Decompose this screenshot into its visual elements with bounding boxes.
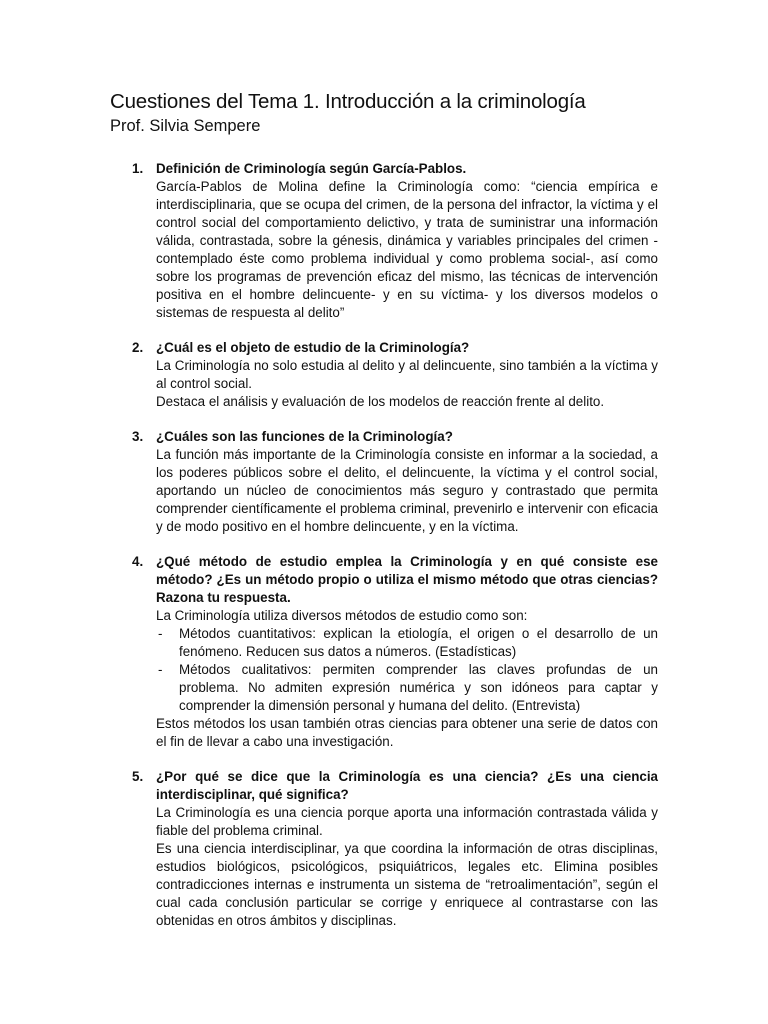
dash-bullet-icon: -	[158, 662, 163, 677]
question-title: ¿Por qué se dice que la Criminología es una ciencia? ¿Es una ciencia interdisciplinar, qué significa?	[156, 769, 658, 802]
question-1	[110, 160, 658, 322]
question-title: Definición de Criminología según García-Pablos.	[156, 161, 467, 176]
question-5	[110, 768, 658, 930]
question-title: ¿Cuál es el objeto de estudio de la Criminología?	[156, 340, 470, 355]
answer-paragraph: La función más importante de la Criminología consiste en informar a la sociedad, a los poderes públicos sobre el delito, el delincuente, la víctima y el control social, aportando un núcleo de conocimientos más seguro y contrastado que permita comprender científicamente el problema criminal, prevenirlo e intervenir con eficacia y de modo positivo en el hombre delincuente, y en la víctima.	[156, 447, 658, 534]
answer-intro: La Criminología utiliza diversos métodos de estudio como son:	[156, 608, 528, 623]
methods-list	[156, 625, 658, 715]
method-text: Métodos cualitativos: permiten comprender las claves profundas de un problema. No admiten expresión numérica y son idóneos para captar y comprender la dimensión personal y humana del delito. (Entrevista)	[179, 662, 658, 713]
question-number: 2.	[132, 340, 144, 355]
question-title: ¿Qué método de estudio emplea la Criminología y en qué consiste ese método? ¿Es un método propio o utiliza el mismo método que otras ciencias? Razona tu respuesta.	[156, 554, 658, 605]
answer-paragraph: Es una ciencia interdisciplinar, ya que coordina la información de otras disciplinas, estudios biológicos, psicológicos, psiquiátricos, legales etc. Elimina posibles contradicciones internas e instrumenta un sistema de “retroalimentación”, según el cual cada conclusión particular se corrige y enriquece al contrastarse con las obtenidas en otros ámbitos y disciplinas.	[156, 841, 658, 928]
question-number: 5.	[132, 769, 144, 784]
question-number: 3.	[132, 429, 144, 444]
question-number: 4.	[132, 554, 144, 569]
method-item	[156, 625, 658, 661]
answer-outro: Estos métodos los usan también otras ciencias para obtener una serie de datos con el fin de llevar a cabo una investigación.	[156, 716, 658, 749]
question-3	[110, 428, 658, 536]
question-4	[110, 553, 658, 751]
question-2	[110, 339, 658, 411]
document-author: Prof. Silvia Sempere	[110, 117, 261, 135]
answer-paragraph: García-Pablos de Molina define la Criminología como: “ciencia empírica e interdisciplinaria, que se ocupa del crimen, de la persona del infractor, la víctima y el control social del comportamiento delictivo, y trata de suministrar una información válida, contrastada, sobre la génesis, dinámica y variables principales del crimen -contemplado éste como problema individual y como problema social-, así como sobre los programas de prevención eficaz del mismo, las técnicas de intervención positiva en el hombre delincuente- y en su víctima- y los diversos modelos o sistemas de respuesta al delito”	[156, 179, 658, 320]
question-title: ¿Cuáles son las funciones de la Criminología?	[156, 429, 453, 444]
document-title: Cuestiones del Tema 1. Introducción a la criminología	[110, 90, 586, 113]
method-item	[156, 661, 658, 715]
dash-bullet-icon: -	[158, 626, 163, 641]
answer-paragraph: La Criminología no solo estudia al delito y al delincuente, sino también a la víctima y al control social.	[156, 358, 658, 391]
questions-list	[110, 160, 658, 930]
answer-paragraph: Destaca el análisis y evaluación de los modelos de reacción frente al delito.	[156, 394, 605, 409]
answer-paragraph: La Criminología es una ciencia porque aporta una información contrastada válida y fiable del problema criminal.	[156, 805, 658, 838]
method-text: Métodos cuantitativos: explican la etiología, el origen o el desarrollo de un fenómeno. Reducen sus datos a números. (Estadísticas)	[179, 626, 658, 659]
question-number: 1.	[132, 161, 144, 176]
